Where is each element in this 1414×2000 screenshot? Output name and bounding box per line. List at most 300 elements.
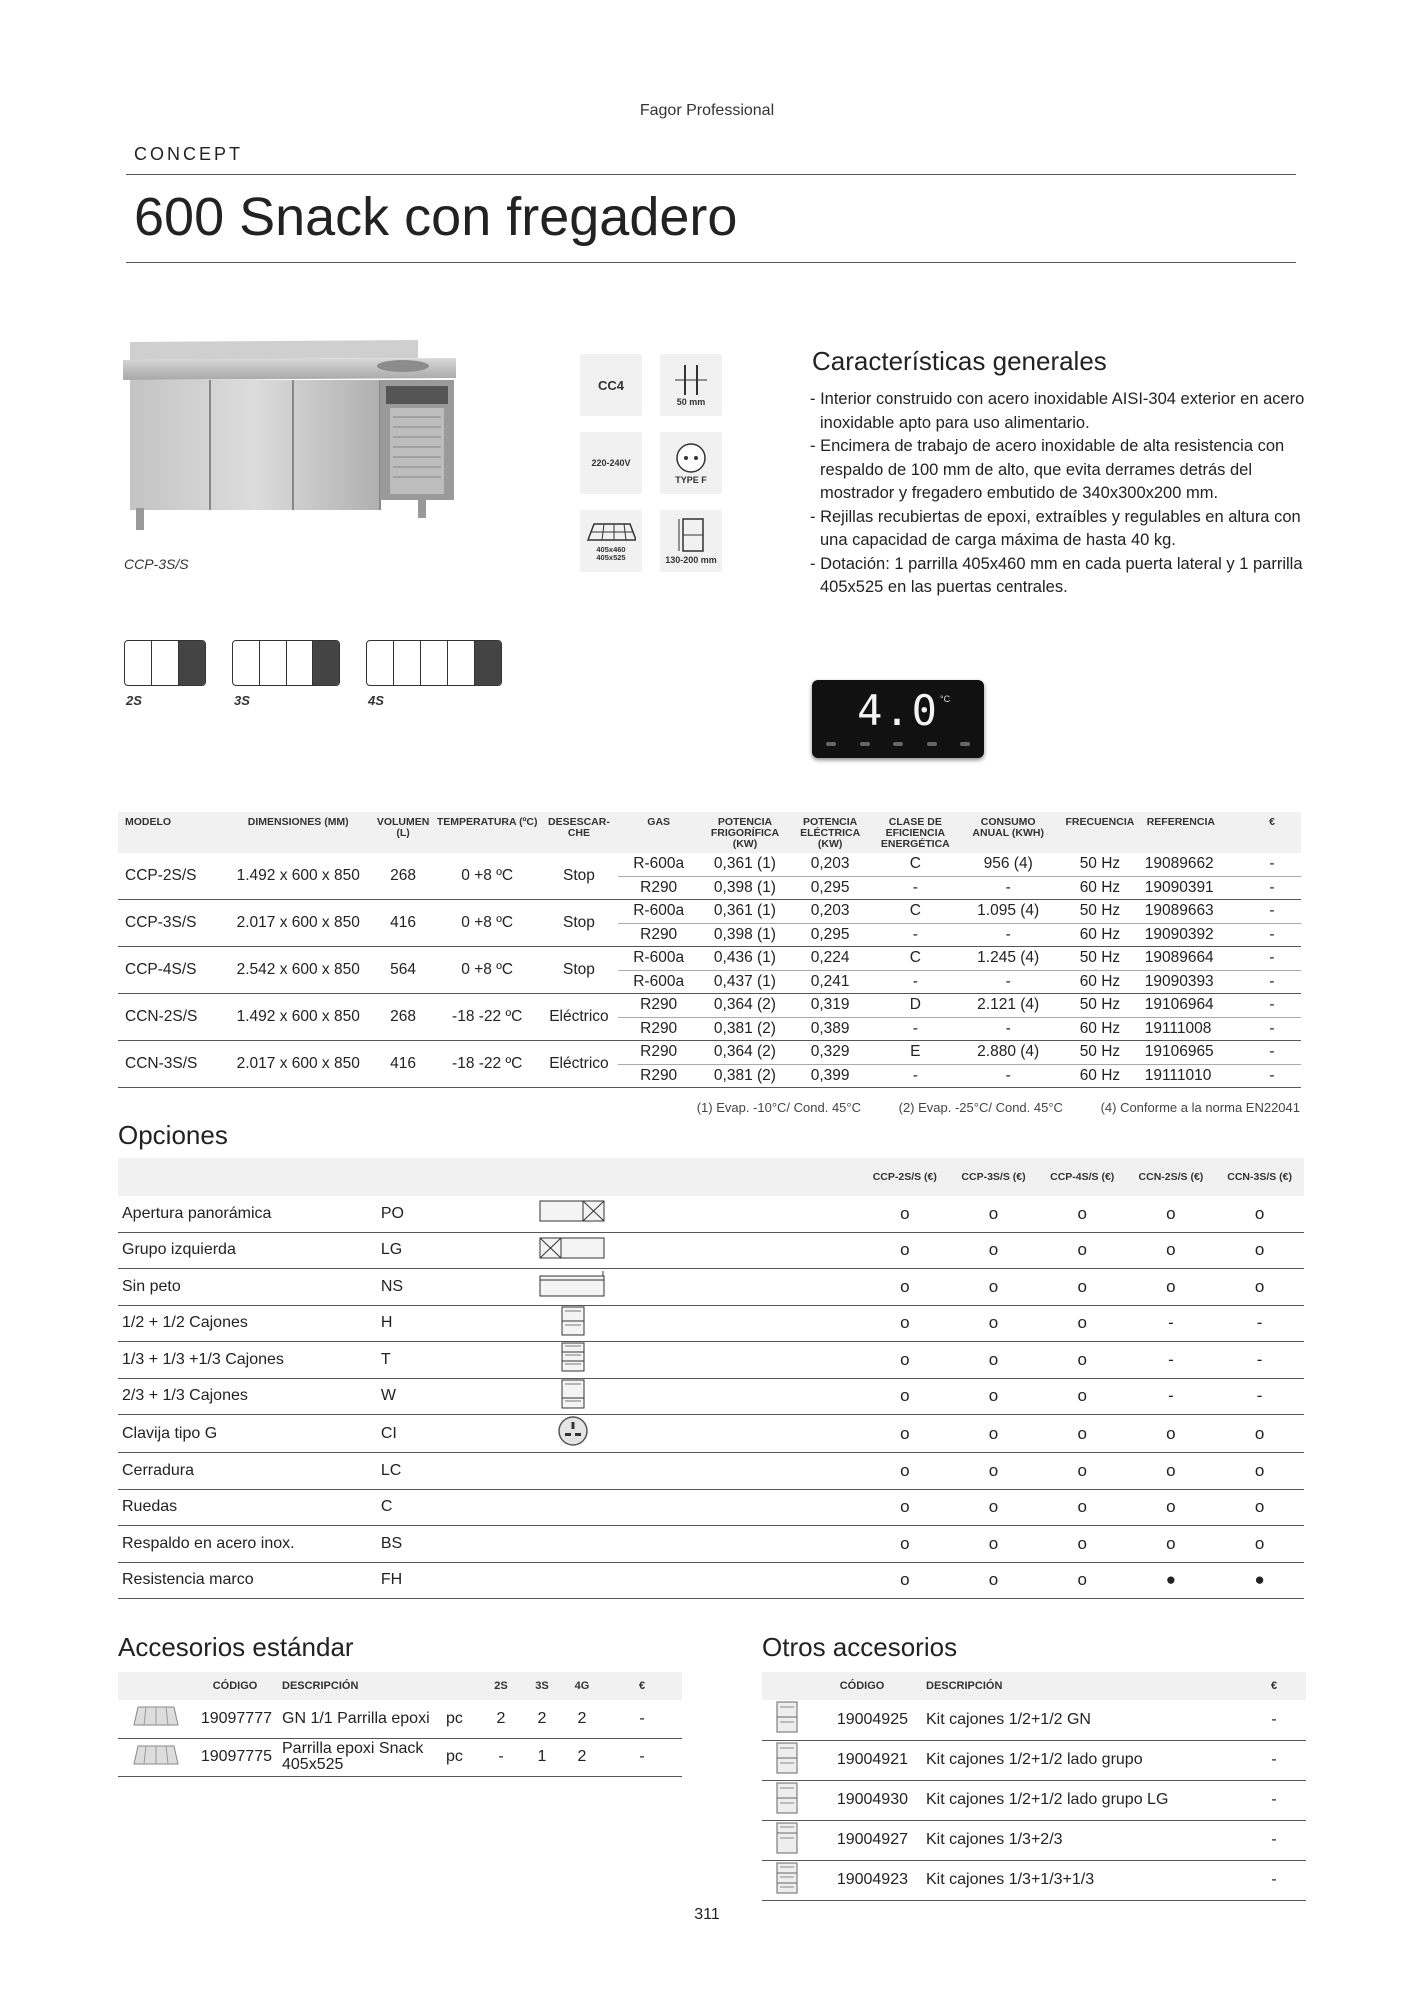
table-row bbox=[118, 947, 1301, 971]
option-value: o bbox=[1215, 1232, 1304, 1269]
col-header: GAS bbox=[618, 812, 699, 853]
display-reading: 4.0 bbox=[857, 686, 939, 735]
option-value: o bbox=[1127, 1196, 1216, 1232]
display-buttons bbox=[826, 742, 970, 748]
consumption-cell: - bbox=[961, 970, 1055, 994]
specs-table bbox=[118, 812, 1301, 1088]
other-accessories-title: Otros accesorios bbox=[762, 1632, 958, 1662]
accessory-code: 19097775 bbox=[194, 1738, 276, 1776]
col-header: CCN-3S/S (€) bbox=[1215, 1158, 1304, 1196]
table-row bbox=[118, 900, 1301, 924]
brand-name: Fagor Professional bbox=[639, 102, 775, 119]
price-cell: - bbox=[1243, 853, 1301, 876]
gas-cell: R290 bbox=[618, 876, 699, 900]
electric-power-cell: 0,295 bbox=[791, 923, 870, 947]
col-header: 2S bbox=[480, 1672, 522, 1700]
option-name: Apertura panorámica bbox=[118, 1196, 381, 1232]
temperature-cell: -18 -22 ºC bbox=[435, 994, 540, 1041]
energy-class-cell: E bbox=[869, 1041, 961, 1065]
panoramic-door-icon bbox=[539, 1199, 605, 1228]
option-value: o bbox=[1038, 1489, 1127, 1526]
other-accessories-table bbox=[762, 1672, 1306, 1901]
accessory-qty: - bbox=[480, 1738, 522, 1776]
option-value: o bbox=[1127, 1489, 1216, 1526]
option-code: PO bbox=[381, 1196, 523, 1232]
option-value: o bbox=[1127, 1453, 1216, 1490]
config-2s-label: 2S bbox=[126, 693, 142, 708]
option-value: o bbox=[1038, 1562, 1127, 1599]
option-value: o bbox=[949, 1453, 1038, 1490]
col-header: DESCRIPCIÓN bbox=[912, 1672, 1242, 1700]
accessory-description: Kit cajones 1/2+1/2 GN bbox=[912, 1700, 1242, 1740]
energy-class-cell: - bbox=[869, 923, 961, 947]
cooling-power-cell: 0,364 (2) bbox=[699, 994, 791, 1018]
option-code: W bbox=[381, 1378, 523, 1415]
standard-accessories-title: Accesorios estándar bbox=[118, 1632, 354, 1662]
frequency-cell: 50 Hz bbox=[1055, 1041, 1145, 1065]
col-header: CLASE DE EFICIENCIA ENERGÉTICA bbox=[869, 812, 961, 853]
drawer-kit-icon bbox=[776, 1761, 798, 1778]
option-value: o bbox=[949, 1526, 1038, 1563]
reference-cell: 19089663 bbox=[1145, 900, 1243, 924]
option-value: o bbox=[860, 1232, 949, 1269]
cooling-power-cell: 0,381 (2) bbox=[699, 1017, 791, 1041]
divider bbox=[126, 174, 1296, 175]
option-name: Clavija tipo G bbox=[118, 1415, 381, 1453]
option-value: o bbox=[1127, 1526, 1216, 1563]
col-header: CÓDIGO bbox=[812, 1672, 912, 1700]
option-value: - bbox=[1215, 1305, 1304, 1342]
col-header: DIMENSIONES (MM) bbox=[225, 812, 371, 853]
option-row bbox=[118, 1489, 1304, 1526]
option-value: - bbox=[1215, 1378, 1304, 1415]
page-title: 600 Snack con fregadero bbox=[134, 187, 738, 247]
consumption-cell: 2.121 (4) bbox=[961, 994, 1055, 1018]
accessory-code: 19004930 bbox=[812, 1780, 912, 1820]
reference-cell: 19089662 bbox=[1145, 853, 1243, 876]
option-value: o bbox=[1038, 1415, 1127, 1453]
price-cell: - bbox=[1243, 876, 1301, 900]
reference-cell: 19111010 bbox=[1145, 1064, 1243, 1088]
price-cell: - bbox=[1243, 900, 1301, 924]
option-row bbox=[118, 1378, 1304, 1415]
drawer-kit-icon bbox=[776, 1881, 798, 1898]
electric-power-cell: 0,241 bbox=[791, 970, 870, 994]
accessory-code: 19004925 bbox=[812, 1700, 912, 1740]
divider bbox=[126, 262, 1296, 263]
volume-cell: 416 bbox=[371, 900, 434, 947]
controller-display bbox=[812, 680, 984, 758]
defrost-cell: Stop bbox=[540, 900, 619, 947]
energy-class-cell: - bbox=[869, 970, 961, 994]
accessory-qty: 2 bbox=[522, 1700, 562, 1738]
accessory-unit: pc bbox=[446, 1700, 480, 1738]
footnote: (4) Conforme a la norma EN22041 bbox=[1100, 1100, 1300, 1115]
option-value: o bbox=[860, 1562, 949, 1599]
accessory-row bbox=[762, 1740, 1306, 1780]
frequency-cell: 50 Hz bbox=[1055, 853, 1145, 876]
energy-class-cell: - bbox=[869, 876, 961, 900]
electric-power-cell: 0,203 bbox=[791, 900, 870, 924]
accessory-description: GN 1/1 Parrilla epoxi bbox=[276, 1700, 446, 1738]
option-row bbox=[118, 1342, 1304, 1379]
cooling-power-cell: 0,398 (1) bbox=[699, 876, 791, 900]
accessory-price: - bbox=[1242, 1780, 1306, 1820]
option-value: o bbox=[1038, 1342, 1127, 1379]
drawer-kit-icon bbox=[776, 1801, 798, 1818]
accessory-code: 19097777 bbox=[194, 1700, 276, 1738]
defrost-cell: Stop bbox=[540, 853, 619, 900]
shelf-grid-icon bbox=[132, 1714, 180, 1731]
energy-class-cell: - bbox=[869, 1017, 961, 1041]
option-code: C bbox=[381, 1489, 523, 1526]
option-value: - bbox=[1127, 1342, 1216, 1379]
table-row bbox=[118, 994, 1301, 1018]
volume-cell: 416 bbox=[371, 1041, 434, 1088]
option-row bbox=[118, 1232, 1304, 1269]
option-value: o bbox=[1038, 1378, 1127, 1415]
accessory-code: 19004923 bbox=[812, 1860, 912, 1900]
option-value: o bbox=[860, 1378, 949, 1415]
electric-power-cell: 0,319 bbox=[791, 994, 870, 1018]
gas-cell: R-600a bbox=[618, 970, 699, 994]
frequency-cell: 50 Hz bbox=[1055, 900, 1145, 924]
accessory-code: 19004927 bbox=[812, 1820, 912, 1860]
product-image bbox=[118, 322, 468, 552]
option-value: o bbox=[1038, 1196, 1127, 1232]
option-code: LC bbox=[381, 1453, 523, 1490]
option-value: o bbox=[949, 1269, 1038, 1306]
electric-power-cell: 0,389 bbox=[791, 1017, 870, 1041]
option-value: o bbox=[949, 1378, 1038, 1415]
config-2s-diagram bbox=[124, 640, 206, 686]
col-header: CCP-2S/S (€) bbox=[860, 1158, 949, 1196]
gas-cell: R290 bbox=[618, 1017, 699, 1041]
option-value: o bbox=[1127, 1415, 1216, 1453]
price-cell: - bbox=[1243, 1041, 1301, 1065]
consumption-cell: 1.245 (4) bbox=[961, 947, 1055, 971]
option-value: - bbox=[1215, 1342, 1304, 1379]
feature-item: - Dotación: 1 parrilla 405x460 mm en cada puerta lateral y 1 parrilla 405x525 en las puertas centrales. bbox=[810, 554, 1303, 596]
reference-cell: 19106964 bbox=[1145, 994, 1243, 1018]
standard-accessories-table bbox=[118, 1672, 682, 1777]
option-value: o bbox=[860, 1489, 949, 1526]
option-value: o bbox=[949, 1562, 1038, 1599]
accessory-qty: 2 bbox=[480, 1700, 522, 1738]
accessory-qty: 1 bbox=[522, 1738, 562, 1776]
option-value: o bbox=[949, 1232, 1038, 1269]
cooling-power-cell: 0,361 (1) bbox=[699, 853, 791, 876]
col-header: POTENCIA ELÉCTRICA (KW) bbox=[791, 812, 870, 853]
option-name: 1/2 + 1/2 Cajones bbox=[118, 1305, 381, 1342]
reference-cell: 19090392 bbox=[1145, 923, 1243, 947]
gas-cell: R-600a bbox=[618, 853, 699, 876]
temperature-cell: -18 -22 ºC bbox=[435, 1041, 540, 1088]
accessory-description: Kit cajones 1/3+2/3 bbox=[912, 1820, 1242, 1860]
consumption-cell: 956 (4) bbox=[961, 853, 1055, 876]
accessories-header-row bbox=[762, 1672, 1306, 1700]
cooling-power-cell: 0,381 (2) bbox=[699, 1064, 791, 1088]
dimensions-cell: 1.492 x 600 x 850 bbox=[225, 853, 371, 900]
features-title: Características generales bbox=[812, 346, 1107, 376]
energy-class-cell: - bbox=[869, 1064, 961, 1088]
option-value: o bbox=[1215, 1196, 1304, 1232]
option-code: BS bbox=[381, 1526, 523, 1563]
option-name: Resistencia marco bbox=[118, 1562, 381, 1599]
frequency-cell: 60 Hz bbox=[1055, 923, 1145, 947]
option-value: o bbox=[1127, 1269, 1216, 1306]
option-name: 1/3 + 1/3 +1/3 Cajones bbox=[118, 1342, 381, 1379]
option-value: o bbox=[949, 1342, 1038, 1379]
price-cell: - bbox=[1243, 923, 1301, 947]
frequency-cell: 60 Hz bbox=[1055, 970, 1145, 994]
defrost-cell: Eléctrico bbox=[540, 994, 619, 1041]
electric-power-cell: 0,399 bbox=[791, 1064, 870, 1088]
height-adjust-icon: 130-200 mm bbox=[660, 510, 722, 572]
option-code: NS bbox=[381, 1269, 523, 1306]
feature-item: - Encimera de trabajo de acero inoxidable de alta resistencia con respaldo de 100 mm de alto, que evita derrames detrás del mostrador y fregadero embutido de 340x300x200 mm. bbox=[810, 437, 1285, 502]
model-cell: CCN-2S/S bbox=[118, 994, 225, 1041]
consumption-cell: - bbox=[961, 1064, 1055, 1088]
energy-class-cell: D bbox=[869, 994, 961, 1018]
option-value: o bbox=[1038, 1269, 1127, 1306]
option-value: o bbox=[860, 1453, 949, 1490]
accessory-price: - bbox=[1242, 1700, 1306, 1740]
accessory-qty: 2 bbox=[562, 1700, 602, 1738]
option-value: o bbox=[949, 1305, 1038, 1342]
option-row bbox=[118, 1526, 1304, 1563]
specs-header-row bbox=[118, 812, 1301, 853]
grid-shelf-icon: 405x460 405x525 bbox=[580, 510, 642, 572]
accessory-price: - bbox=[602, 1700, 682, 1738]
option-value: o bbox=[1038, 1453, 1127, 1490]
accessory-qty: 2 bbox=[562, 1738, 602, 1776]
dimensions-cell: 2.542 x 600 x 850 bbox=[225, 947, 371, 994]
option-value: o bbox=[1038, 1232, 1127, 1269]
defrost-cell: Stop bbox=[540, 947, 619, 994]
consumption-cell: - bbox=[961, 1017, 1055, 1041]
section-label: CONCEPT bbox=[134, 144, 244, 164]
option-value: o bbox=[949, 1489, 1038, 1526]
defrost-cell: Eléctrico bbox=[540, 1041, 619, 1088]
accessory-price: - bbox=[1242, 1860, 1306, 1900]
energy-class-cell: C bbox=[869, 900, 961, 924]
option-name: Sin peto bbox=[118, 1269, 381, 1306]
consumption-cell: 1.095 (4) bbox=[961, 900, 1055, 924]
col-header: € bbox=[1242, 1672, 1306, 1700]
drawers-3-icon bbox=[561, 1342, 585, 1377]
col-header: POTENCIA FRIGORÍFICA (KW) bbox=[699, 812, 791, 853]
option-value: ● bbox=[1127, 1562, 1216, 1599]
model-cell: CCN-3S/S bbox=[118, 1041, 225, 1088]
option-value: o bbox=[949, 1415, 1038, 1453]
volume-cell: 268 bbox=[371, 853, 434, 900]
accessory-row bbox=[118, 1738, 682, 1776]
table-footnotes bbox=[663, 1100, 1300, 1115]
plug-type-g-icon bbox=[557, 1415, 589, 1452]
accessory-row bbox=[762, 1700, 1306, 1740]
temperature-cell: 0 +8 ºC bbox=[435, 853, 540, 900]
accessory-price: - bbox=[1242, 1740, 1306, 1780]
gas-cell: R-600a bbox=[618, 900, 699, 924]
shelf-grid-icon bbox=[132, 1753, 180, 1770]
price-cell: - bbox=[1243, 1017, 1301, 1041]
col-header: TEMPERATURA (ºC) bbox=[435, 812, 540, 853]
electric-power-cell: 0,224 bbox=[791, 947, 870, 971]
frequency-cell: 60 Hz bbox=[1055, 1064, 1145, 1088]
feature-item: - Interior construido con acero inoxidable AISI-304 exterior en acero inoxidable apto para uso alimentario. bbox=[810, 390, 1305, 432]
option-name: Cerradura bbox=[118, 1453, 381, 1490]
model-cell: CCP-2S/S bbox=[118, 853, 225, 900]
cc4-icon: CC4 bbox=[580, 354, 642, 416]
consumption-cell: 2.880 (4) bbox=[961, 1041, 1055, 1065]
options-title: Opciones bbox=[118, 1120, 228, 1150]
reference-cell: 19111008 bbox=[1145, 1017, 1243, 1041]
reference-cell: 19090393 bbox=[1145, 970, 1243, 994]
gas-cell: R290 bbox=[618, 1041, 699, 1065]
cooling-power-cell: 0,436 (1) bbox=[699, 947, 791, 971]
gas-cell: R-600a bbox=[618, 947, 699, 971]
config-3s-label: 3S bbox=[234, 693, 250, 708]
feature-item: - Rejillas recubiertas de epoxi, extraíbles y regulables en altura con una capacidad de carga máxima de hasta 40 kg. bbox=[810, 507, 1301, 549]
col-header: 3S bbox=[522, 1672, 562, 1700]
table-row bbox=[118, 1041, 1301, 1065]
table-row bbox=[118, 853, 1301, 876]
option-value: o bbox=[1127, 1232, 1216, 1269]
option-code: CI bbox=[381, 1415, 523, 1453]
product-caption: CCP-3S/S bbox=[124, 556, 189, 572]
features-list bbox=[810, 388, 1310, 600]
config-4s-diagram bbox=[366, 640, 502, 686]
col-header: REFERENCIA bbox=[1145, 812, 1243, 853]
dimensions-cell: 2.017 x 600 x 850 bbox=[225, 1041, 371, 1088]
option-value: o bbox=[1215, 1489, 1304, 1526]
frequency-cell: 60 Hz bbox=[1055, 876, 1145, 900]
option-code: T bbox=[381, 1342, 523, 1379]
reference-cell: 19089664 bbox=[1145, 947, 1243, 971]
option-row bbox=[118, 1196, 1304, 1232]
config-3s-diagram bbox=[232, 640, 340, 686]
col-header: CCP-4S/S (€) bbox=[1038, 1158, 1127, 1196]
accessory-row bbox=[762, 1780, 1306, 1820]
cooling-power-cell: 0,437 (1) bbox=[699, 970, 791, 994]
option-value: ● bbox=[1215, 1562, 1304, 1599]
option-row bbox=[118, 1305, 1304, 1342]
option-value: o bbox=[1215, 1269, 1304, 1306]
option-row bbox=[118, 1562, 1304, 1599]
col-header: 4G bbox=[562, 1672, 602, 1700]
col-header: VOLUMEN (L) bbox=[371, 812, 434, 853]
config-4s-label: 4S bbox=[368, 693, 384, 708]
drawer-kit-icon bbox=[776, 1720, 798, 1737]
frequency-cell: 50 Hz bbox=[1055, 994, 1145, 1018]
accessory-price: - bbox=[1242, 1820, 1306, 1860]
option-name: Ruedas bbox=[118, 1489, 381, 1526]
page-number: 311 bbox=[694, 1906, 720, 1923]
cooling-power-cell: 0,398 (1) bbox=[699, 923, 791, 947]
option-value: o bbox=[1038, 1305, 1127, 1342]
volume-cell: 268 bbox=[371, 994, 434, 1041]
option-row bbox=[118, 1453, 1304, 1490]
gas-cell: R290 bbox=[618, 923, 699, 947]
option-row bbox=[118, 1415, 1304, 1453]
energy-class-cell: C bbox=[869, 853, 961, 876]
accessory-row bbox=[762, 1820, 1306, 1860]
option-name: Grupo izquierda bbox=[118, 1232, 381, 1269]
temperature-cell: 0 +8 ºC bbox=[435, 900, 540, 947]
option-value: o bbox=[860, 1415, 949, 1453]
electric-power-cell: 0,203 bbox=[791, 853, 870, 876]
footnote: (1) Evap. -10°C/ Cond. 45°C bbox=[696, 1100, 861, 1115]
cooling-power-cell: 0,361 (1) bbox=[699, 900, 791, 924]
col-header: DESCRIPCIÓN bbox=[276, 1672, 446, 1700]
temperature-cell: 0 +8 ºC bbox=[435, 947, 540, 994]
price-cell: - bbox=[1243, 1064, 1301, 1088]
col-header: € bbox=[602, 1672, 682, 1700]
drawer-kit-icon bbox=[776, 1841, 798, 1858]
option-value: o bbox=[860, 1305, 949, 1342]
option-value: o bbox=[860, 1196, 949, 1232]
col-header: CCP-3S/S (€) bbox=[949, 1158, 1038, 1196]
accessory-price: - bbox=[602, 1738, 682, 1776]
accessory-row bbox=[762, 1860, 1306, 1900]
gas-cell: R290 bbox=[618, 1064, 699, 1088]
reference-cell: 19090391 bbox=[1145, 876, 1243, 900]
electric-power-cell: 0,329 bbox=[791, 1041, 870, 1065]
price-cell: - bbox=[1243, 947, 1301, 971]
option-value: o bbox=[949, 1196, 1038, 1232]
option-value: o bbox=[1038, 1526, 1127, 1563]
option-value: - bbox=[1127, 1378, 1216, 1415]
option-name: 2/3 + 1/3 Cajones bbox=[118, 1378, 381, 1415]
option-code: FH bbox=[381, 1562, 523, 1599]
accessory-description: Parrilla epoxi Snack 405x525 bbox=[276, 1738, 446, 1776]
option-code: H bbox=[381, 1305, 523, 1342]
footnote: (2) Evap. -25°C/ Cond. 45°C bbox=[898, 1100, 1063, 1115]
price-cell: - bbox=[1243, 994, 1301, 1018]
plug-type-f-icon: TYPE F bbox=[660, 432, 722, 494]
drawers-2-icon bbox=[561, 1306, 585, 1341]
gas-cell: R290 bbox=[618, 994, 699, 1018]
model-cell: CCP-4S/S bbox=[118, 947, 225, 994]
col-header: € bbox=[1243, 812, 1301, 853]
accessory-description: Kit cajones 1/2+1/2 lado grupo bbox=[912, 1740, 1242, 1780]
volume-cell: 564 bbox=[371, 947, 434, 994]
frequency-cell: 60 Hz bbox=[1055, 1017, 1145, 1041]
dimensions-cell: 1.492 x 600 x 850 bbox=[225, 994, 371, 1041]
option-value: o bbox=[1215, 1415, 1304, 1453]
col-header: CCN-2S/S (€) bbox=[1127, 1158, 1216, 1196]
accessory-description: Kit cajones 1/2+1/2 lado grupo LG bbox=[912, 1780, 1242, 1820]
voltage-icon: 220-240V bbox=[580, 432, 642, 494]
consumption-cell: - bbox=[961, 923, 1055, 947]
option-value: o bbox=[860, 1269, 949, 1306]
price-cell: - bbox=[1243, 970, 1301, 994]
col-header: CÓDIGO bbox=[194, 1672, 276, 1700]
option-value: o bbox=[1215, 1453, 1304, 1490]
option-name: Respaldo en acero inox. bbox=[118, 1526, 381, 1563]
option-value: o bbox=[860, 1342, 949, 1379]
width-50mm-icon: 50 mm bbox=[660, 354, 722, 416]
accessory-description: Kit cajones 1/3+1/3+1/3 bbox=[912, 1860, 1242, 1900]
accessory-row bbox=[118, 1700, 682, 1738]
electric-power-cell: 0,295 bbox=[791, 876, 870, 900]
accessory-unit: pc bbox=[446, 1738, 480, 1776]
cooling-power-cell: 0,364 (2) bbox=[699, 1041, 791, 1065]
option-value: - bbox=[1127, 1305, 1216, 1342]
energy-class-cell: C bbox=[869, 947, 961, 971]
consumption-cell: - bbox=[961, 876, 1055, 900]
